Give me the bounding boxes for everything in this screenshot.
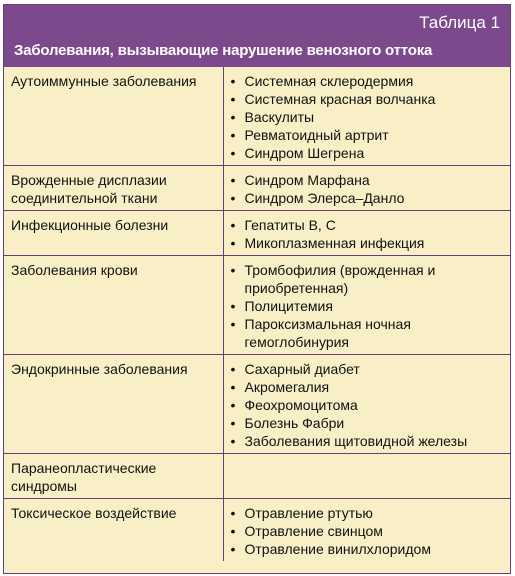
list-item: • Васкулиты	[231, 108, 503, 126]
category-cell: Токсическое воздействие	[4, 499, 223, 562]
list-item: • Полицитемия	[231, 297, 503, 315]
list-item: • Болезнь Фабри	[231, 414, 503, 432]
items-cell	[223, 67, 510, 166]
items-cell	[223, 166, 510, 211]
disease-table	[4, 67, 510, 561]
table-row	[4, 499, 510, 562]
item-list	[231, 171, 503, 207]
category-cell: Паранеопластические синдромы	[4, 454, 223, 499]
category-cell: Заболевания крови	[4, 256, 223, 355]
table-row	[4, 67, 510, 166]
item-list	[231, 261, 503, 351]
category-cell: Эндокринные заболевания	[4, 355, 223, 454]
category-cell: Врожденные дисплазии соединительной ткани	[4, 166, 223, 211]
list-item: • Микоплазменная инфекция	[231, 234, 503, 252]
list-item: • Пароксизмальная ночная гемоглобинурия	[231, 315, 503, 351]
item-list	[231, 360, 503, 450]
items-cell	[223, 256, 510, 355]
table-card	[3, 4, 511, 574]
table-number: Таблица 1	[419, 13, 500, 32]
list-item: • Отравление ртутью	[231, 504, 503, 522]
list-item: • Тромбофилия (врожденная и приобретенная)	[231, 261, 503, 297]
list-item: • Системная красная волчанка	[231, 90, 503, 108]
list-item: • Гепатиты В, С	[231, 216, 503, 234]
table-row	[4, 256, 510, 355]
items-cell	[223, 355, 510, 454]
item-list	[231, 504, 503, 558]
items-cell	[223, 454, 510, 499]
table-row	[4, 454, 510, 499]
list-item: • Заболевания щитовидной железы	[231, 432, 503, 450]
items-cell	[223, 211, 510, 256]
list-item: • Акромегалия	[231, 378, 503, 396]
table-row	[4, 355, 510, 454]
list-item: • Отравление свинцом	[231, 522, 503, 540]
table-row	[4, 166, 510, 211]
item-list	[231, 72, 503, 162]
list-item: • Отравление винилхлоридом	[231, 540, 503, 558]
list-item: • Ревматоидный артрит	[231, 126, 503, 144]
table-title: Заболевания, вызывающие нарушение венозного оттока	[14, 42, 433, 59]
list-item: • Синдром Марфана	[231, 171, 503, 189]
category-cell: Аутоиммунные заболевания	[4, 67, 223, 166]
item-list	[231, 216, 503, 252]
list-item: • Системная склеродермия	[231, 72, 503, 90]
list-item: • Синдром Шегрена	[231, 144, 503, 162]
list-item: • Сахарный диабет	[231, 360, 503, 378]
table-row	[4, 211, 510, 256]
list-item: • Синдром Элерса–Данло	[231, 189, 503, 207]
list-item: • Феохромоцитома	[231, 396, 503, 414]
items-cell	[223, 499, 510, 562]
category-cell: Инфекционные болезни	[4, 211, 223, 256]
table-header	[4, 5, 510, 67]
